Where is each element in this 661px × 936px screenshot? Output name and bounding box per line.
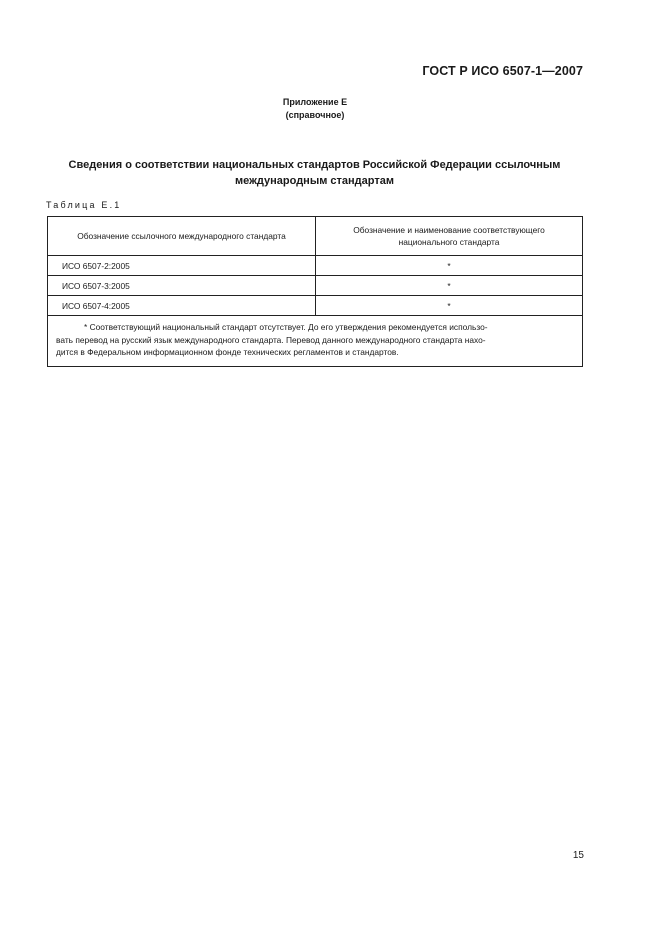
annex-block (0, 96, 630, 122)
heading-line-1: Сведения о соответствии национальных стандартов Российской Федерации ссылочным (68, 159, 561, 171)
intl-standard-cell: ИСО 6507-4:2005 (48, 296, 316, 316)
annex-type: (справочное) (285, 110, 345, 120)
intl-standard-cell: ИСО 6507-2:2005 (48, 256, 316, 276)
heading-line-2: международным стандартам (235, 175, 394, 187)
footnote-line-2: вать перевод на русский язык международного стандарта. Перевод данного международного стандарта нахо- (56, 334, 486, 345)
document-code: ГОСТ Р ИСО 6507-1—2007 (422, 64, 583, 78)
table-row (48, 296, 583, 316)
section-heading (48, 157, 581, 189)
footnote-line-1: * Соответствующий национальный стандарт отсутствует. До его утверждения рекомендуется использо- (84, 322, 488, 332)
table-caption: Таблица Е.1 (46, 200, 122, 210)
correspondence-table (47, 216, 583, 367)
national-standard-cell: * (316, 256, 583, 276)
page-number: 15 (572, 850, 584, 861)
annex-title: Приложение Е (282, 97, 348, 107)
table-header-row (48, 217, 583, 256)
table-footnote (48, 316, 583, 367)
table-row (48, 276, 583, 296)
column-header-national-line-1: Обозначение и наименование соответствующего (353, 225, 545, 235)
column-header-national (316, 217, 583, 256)
column-header-international: Обозначение ссылочного международного стандарта (48, 217, 316, 256)
table-row (48, 256, 583, 276)
national-standard-cell: * (316, 296, 583, 316)
national-standard-cell: * (316, 276, 583, 296)
footnote-line-3: дится в Федеральном информационном фонде технических регламентов и стандартов. (56, 347, 399, 357)
table-footnote-row (48, 316, 583, 367)
intl-standard-cell: ИСО 6507-3:2005 (48, 276, 316, 296)
column-header-national-line-2: национального стандарта (398, 237, 500, 247)
